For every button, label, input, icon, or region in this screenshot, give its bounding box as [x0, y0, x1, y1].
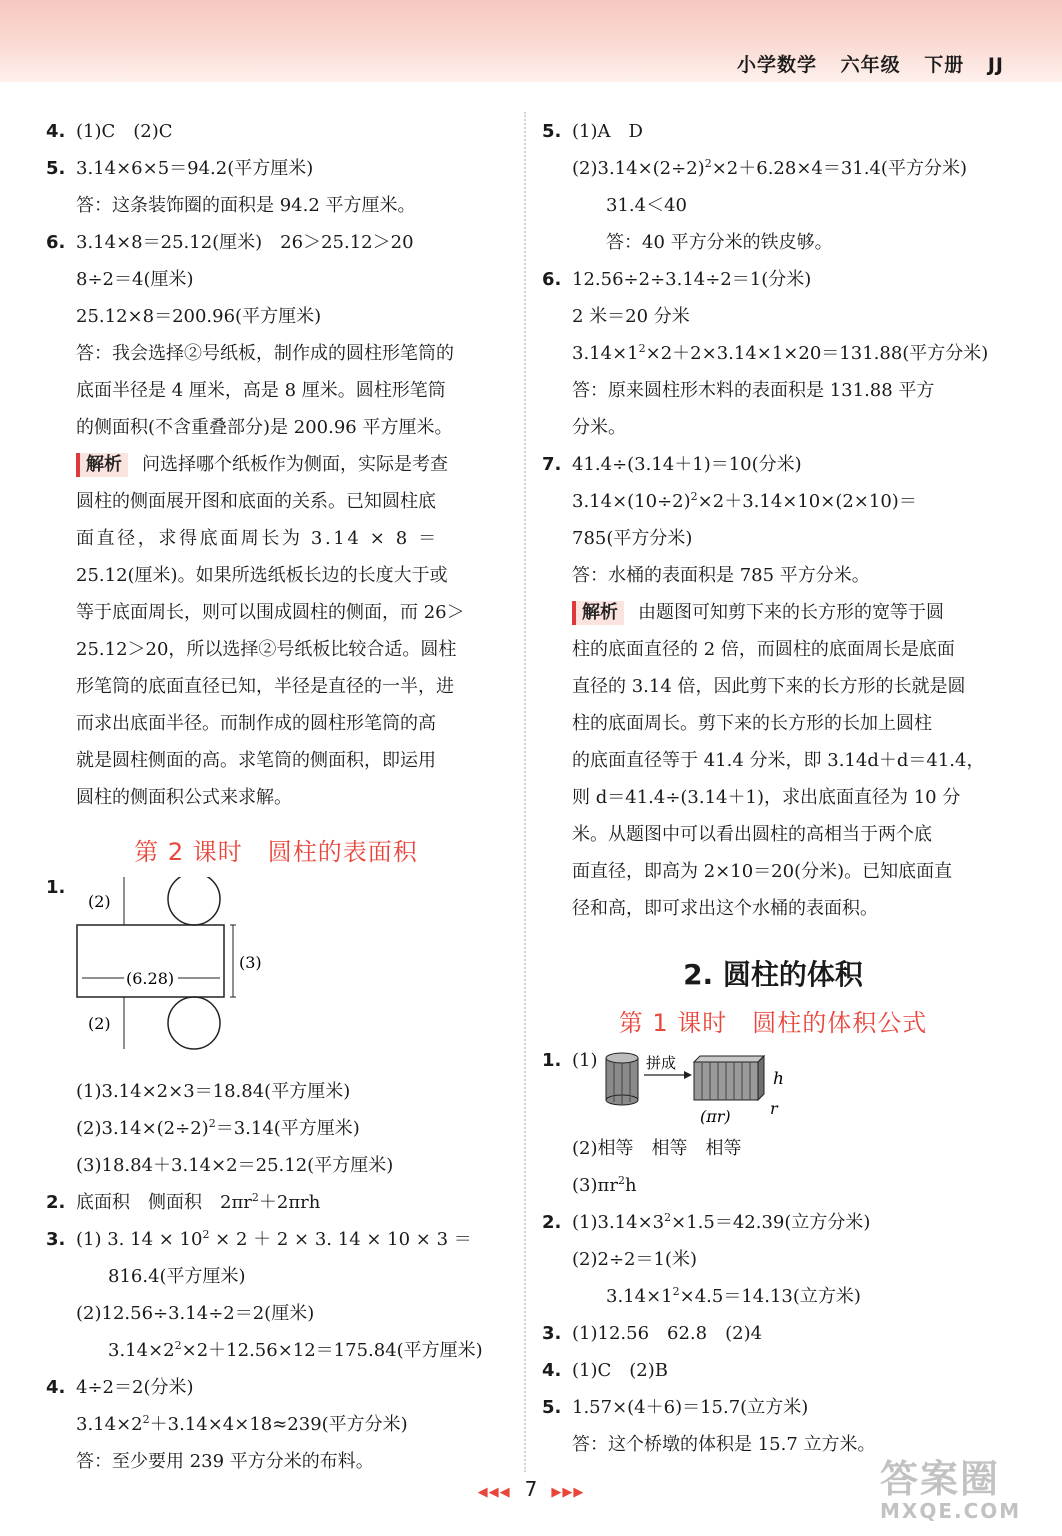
answer-3: 3. (1) 3. $14 \times 10^2 \times 2 + 2 \times 3$. 14 × 10 × 3 ＝: [46, 1228, 472, 1250]
answer-4b: 4. 4÷2＝2(分米): [46, 1377, 194, 1398]
page-number: 7: [524, 1477, 538, 1501]
answer-7-line: $3.14\times(10\div 2)^2\times 2+3.14\times 10\times(2\times 10)=$: [572, 490, 917, 512]
analysis-line: 径和高，即可求出这个水桶的表面积。: [572, 898, 878, 919]
cylinder-net-figure: [46, 877, 466, 1073]
fig-label-length: (6.28): [126, 969, 175, 988]
fig-length-label: (πr): [700, 1107, 731, 1126]
header-grade: 六年级: [840, 54, 901, 76]
answer-1-line: $(2)3.14\times(2\div 2)^2=3.14$(平方厘米): [76, 1117, 360, 1139]
analysis-line: 等于底面周长，则可以围成圆柱的侧面，而 26＞: [76, 602, 465, 623]
answer-6-line: 分米。: [572, 417, 626, 438]
answer-6-line: 25.12×8＝200.96(平方厘米): [76, 306, 322, 327]
answer-5: 5. (1)A D: [542, 121, 643, 142]
page-header: [721, 50, 1004, 77]
column-divider: [524, 112, 526, 1472]
answer-6: 6. 12.56÷2÷3.14÷2＝1(分米): [542, 269, 812, 290]
answer-4: 4. (1)C (2)B: [542, 1360, 668, 1381]
answer-7: 7. 41.4÷(3.14＋1)＝10(分米): [542, 454, 802, 475]
left-column: [46, 113, 506, 1480]
answer-5-line: $(2)3.14\times(2\div 2)^2\times 2+6.28\times 4=31.4$(平方分米): [572, 157, 967, 179]
answer-6-line: 8÷2＝4(厘米): [76, 269, 194, 290]
answer-3: 3. (1)12.56 62.8 (2)4: [542, 1323, 763, 1344]
right-column: [542, 113, 1004, 1463]
answer-2: 2. $(1)3.14\times 3^2\times 1.5=42.39$(立方分米): [542, 1211, 871, 1233]
answer-3-line: $3.14\times 2^2\times 2+12.56\times 12=175.84$(平方厘米): [108, 1339, 483, 1361]
answer-4b-line: $3.14\times 2^2+3.14\times 4\times 18\approx 239$(平方分米): [76, 1413, 408, 1435]
header-edition: JJ: [987, 54, 1004, 76]
analysis-block: 解析 由题图可知剪下来的长方形的宽等于圆 柱的底面直径的 2 倍，而圆柱的底面周长是底面 直径的 3.14 倍，因此剪下来的长方形的长就是圆 柱的底面周长。剪下来的长方形的长加上圆柱 的底面直径等于 41.4 分米，即 3.14d＋d＝41.4， 则 d＝41.4÷(3.14＋1)，求出底面直径为 10 分 米。从题图中可以看出圆柱的高相当于两个底 面直径，即高为 2×10＝20(分米)。已知底面直 径和高，即可求出这个水桶的表面积。: [542, 594, 1004, 927]
analysis-tag: 解析: [572, 601, 624, 625]
answer-3-line: (2)12.56÷3.14÷2＝2(厘米): [76, 1303, 315, 1324]
fig-arrow-label: 拼成: [646, 1054, 677, 1072]
analysis-block: 解析 问选择哪个纸板作为侧面，实际是考查 圆柱的侧面展开图和底面的关系。已知圆柱底 面直径，求得底面周长为 3.14 × 8 ＝ 25.12(厘米)。如果所选纸板长边的长度大于或 等于底面周长，则可以围成圆柱的侧面，而 26＞ 25.12＞20，所以选择②号纸板比较合适。圆柱 形笔筒的底面直径已知，半径是直径的一半，进 而求出底面半径。而制作成的圆柱形笔筒的高 就是圆柱侧面的高。求笔筒的侧面积，即运用 圆柱的侧面积公式来求解。: [46, 446, 506, 816]
fig-radius-label: r: [770, 1099, 778, 1118]
lesson-title: 第 2 课时 圆柱的表面积: [134, 838, 418, 866]
analysis-line: 柱的底面周长。剪下来的长方形的长加上圆柱: [572, 713, 932, 734]
lesson-title: 第 1 课时 圆柱的体积公式: [618, 1009, 928, 1037]
analysis-line: 面直径，求得底面周长为 3.14 × 8 ＝: [76, 528, 439, 549]
answer-6-line: 的侧面积(不含重叠部分)是 200.96 平方厘米。: [76, 417, 453, 438]
analysis-line: 25.12＞20，所以选择②号纸板比较合适。圆柱: [76, 639, 457, 660]
answer-6-line: 2 米＝20 分米: [572, 306, 690, 327]
answer-6: 6. 3.14×8＝25.12(厘米) 26＞25.12＞20: [46, 232, 414, 253]
prev-page-arrows: ◀◀◀: [477, 1485, 511, 1500]
answer-5-line: 答：40 平方分米的铁皮够。: [606, 232, 833, 253]
analysis-line: 圆柱的侧面积公式来求解。: [76, 787, 292, 808]
header-subject: 小学数学: [736, 54, 817, 76]
answer-1-line: $(3)\pi r^2h$: [572, 1174, 637, 1196]
answer-2: 2. 底面积 侧面积 $2\pi r^2+2\pi rh$: [46, 1191, 321, 1213]
analysis-line: 就是圆柱侧面的高。求笔筒的侧面积，即运用: [76, 750, 436, 771]
analysis-line: 的底面直径等于 41.4 分米，即 3.14d＋d＝41.4，: [572, 750, 985, 771]
fig-height-label: h: [773, 1069, 784, 1089]
answer-7-line: 785(平方分米): [572, 528, 693, 549]
section-title: 2. 圆柱的体积: [683, 958, 863, 991]
answer-5: 5. 3.14×6×5＝94.2(平方厘米): [46, 158, 314, 179]
answer-6-line: 底面半径是 4 厘米，高是 8 厘米。圆柱形笔筒: [76, 380, 446, 401]
cylinder-rearrange-figure: [602, 1050, 842, 1128]
answer-5-line: 31.4＜40: [606, 195, 687, 216]
fig-label-side: (3): [239, 953, 262, 972]
answer-2-line: (2)2÷2＝1(米): [572, 1249, 697, 1270]
fig-label-bottom: (2): [88, 1014, 111, 1033]
answer-5b-line: 答：这个桥墩的体积是 15.7 立方米。: [572, 1434, 876, 1455]
answer-5-line: 答：这条装饰圈的面积是 94.2 平方厘米。: [76, 195, 416, 216]
analysis-line: 直径的 3.14 倍，因此剪下来的长方形的长就是圆: [572, 676, 966, 697]
answer-7-line: 答：水桶的表面积是 785 平方分米。: [572, 565, 870, 586]
answer-6-line: 答：我会选择②号纸板，制作成的圆柱形笔筒的: [76, 343, 454, 364]
answer-4b-line: 答：至少要用 239 平方分米的布料。: [76, 1451, 374, 1472]
answer-1-figure-block: 1. (2) (3) (6.28) (2): [46, 877, 506, 1073]
analysis-tag: 解析: [76, 453, 128, 477]
answer-5b: 5. 1.57×(4＋6)＝15.7(立方米): [542, 1397, 809, 1418]
analysis-line: 面直径，即高为 2×10＝20(分米)。已知底面直: [572, 861, 953, 882]
answer-4: 4. (1)C (2)C: [46, 121, 173, 142]
analysis-line: 则 d＝41.4÷(3.14＋1)，求出底面直径为 10 分: [572, 787, 961, 808]
answer-6-line: $3.14\times 1^2\times 2+2\times 3.14\times 1\times 20=131.88$(平方分米): [572, 342, 989, 364]
answer-6-line: 答：原来圆柱形木料的表面积是 131.88 平方: [572, 380, 935, 401]
answer-1-line: (1)3.14×2×3＝18.84(平方厘米): [76, 1081, 351, 1102]
analysis-line: 圆柱的侧面展开图和底面的关系。已知圆柱底: [76, 491, 436, 512]
next-page-arrows: ▶▶▶: [551, 1485, 585, 1500]
answer-1-line: (2)相等 相等 相等: [572, 1138, 742, 1159]
analysis-line: 米。从题图中可以看出圆柱的高相当于两个底: [572, 824, 932, 845]
answer-2-line: $3.14\times 1^2\times 4.5=14.13$(立方米): [606, 1285, 861, 1307]
answer-3-line: 816.4(平方厘米): [108, 1266, 246, 1287]
answer-1-line: (3)18.84＋3.14×2＝25.12(平方厘米): [76, 1155, 394, 1176]
answer-1-figure-block: 1. (1) 拼成 h (πr) r: [542, 1052, 1004, 1130]
fig-label-top: (2): [88, 892, 111, 911]
analysis-line: 形笔筒的底面直径已知，半径是直径的一半，进: [76, 676, 454, 697]
analysis-line: 25.12(厘米)。如果所选纸板长边的长度大于或: [76, 565, 448, 586]
analysis-line: 柱的底面直径的 2 倍，而圆柱的底面周长是底面: [572, 639, 955, 660]
header-volume: 下册: [924, 54, 965, 76]
watermark-logo: 答案圈 MXQE.COM: [880, 1457, 1022, 1523]
analysis-line: 而求出底面半径。而制作成的圆柱形笔筒的高: [76, 713, 436, 734]
